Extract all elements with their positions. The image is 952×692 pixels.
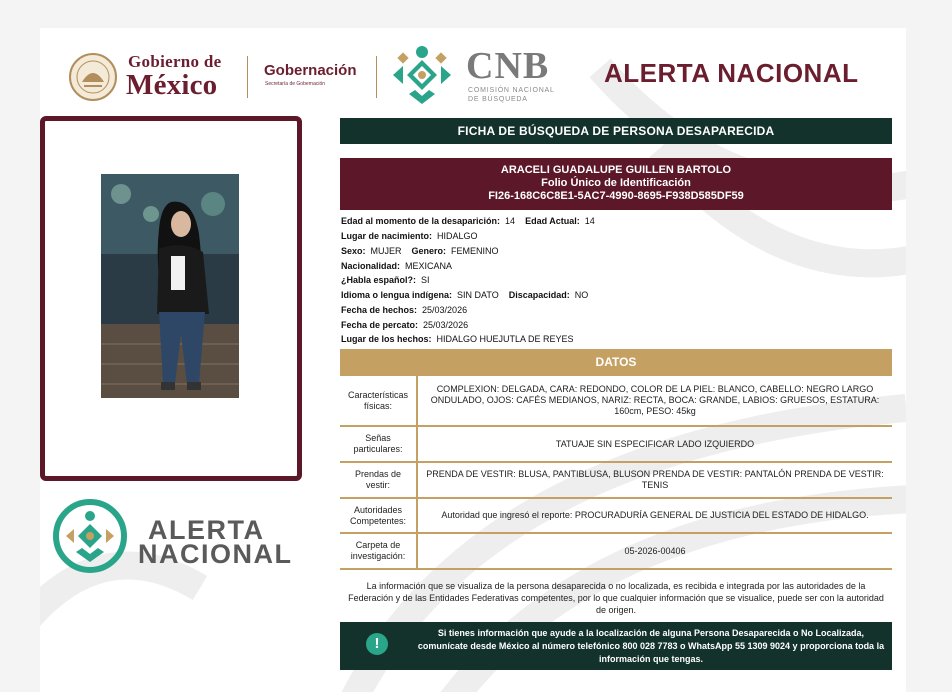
datos-table (340, 376, 892, 570)
datos-value: TATUAJE SIN ESPECIFICAR LADO IZQUIERDO (417, 426, 892, 462)
header (40, 28, 906, 116)
discapacidad-label: Discapacidad: (508, 290, 570, 300)
fecha-percato-label: Fecha de percato: (341, 320, 419, 330)
header-divider (247, 56, 248, 98)
edad-actual-label: Edad Actual: (525, 216, 580, 226)
fecha-hechos-value: 25/03/2026 (422, 305, 468, 315)
info-row-lugar-hechos (341, 334, 574, 344)
info-row-idioma (341, 290, 588, 300)
datos-label: Señas particulares: (340, 426, 417, 462)
edad-desaparicion-value: 14 (505, 216, 516, 226)
fecha-hechos-label: Fecha de hechos: (341, 305, 418, 315)
gobernacion-label: Gobernación (264, 62, 357, 79)
page-title: ALERTA NACIONAL (604, 58, 859, 88)
person-photo (101, 174, 239, 398)
edad-actual-value: 14 (584, 216, 595, 226)
datos-value: Autoridad que ingresó el reporte: PROCURADURÍA GENERAL DE JUSTICIA DEL ESTADO DE HIDALGO. (417, 498, 892, 533)
datos-value: 05-2026-00406 (417, 533, 892, 569)
info-row-sexo (341, 246, 499, 256)
idioma-label: Idioma o lengua indígena: (341, 290, 453, 300)
sexo-label: Sexo: (341, 246, 366, 256)
cnb-fullname-line1: COMISIÓN NACIONAL (468, 87, 555, 94)
info-row-edad (341, 216, 595, 226)
info-row-nacionalidad (341, 261, 452, 271)
gobernacion-sub: Secretaría de Gobernación (265, 81, 326, 87)
ficha-title: FICHA DE BÚSQUEDA DE PERSONA DESAPARECIDA (340, 118, 892, 144)
habla-value: SI (421, 275, 430, 285)
alerta-nacional-logo-icon (52, 498, 128, 574)
habla-label: ¿Habla español?: (341, 275, 417, 285)
table-row (340, 426, 892, 462)
table-row (340, 533, 892, 569)
info-row-habla (341, 275, 430, 285)
datos-value: PRENDA DE VESTIR: BLUSA, PANTIBLUSA, BLUSON PRENDA DE VESTIR: PANTALÓN PRENDA DE VESTIR: TENIS (417, 462, 892, 498)
cnb-wordmark: CNB (466, 45, 550, 87)
datos-label: Autoridades Competentes: (340, 498, 417, 533)
edad-desaparicion-label: Edad al momento de la desaparición: (341, 216, 501, 226)
nacionalidad-value: MEXICANA (405, 261, 453, 271)
datos-label: Prendas de vestir: (340, 462, 417, 498)
alerta-logo-line1: ALERTA (148, 515, 265, 545)
alert-sheet (40, 28, 906, 692)
sexo-value: MUJER (370, 246, 402, 256)
datos-value: COMPLEXION: DELGADA, CARA: REDONDO, COLOR DE LA PIEL: BLANCO, CABELLO: NEGRO LARGO ONDULADO, OJOS: CAFÉS MEDIANOS, NARIZ: RECTA, BOCA: GRANDE, LABIOS: GRUESOS, ESTATURA: 160cm, PESO: 45kg (417, 376, 892, 426)
exclamation-icon: ! (366, 633, 388, 655)
datos-label: Carpeta de investigación: (340, 533, 417, 569)
identity-box (340, 158, 892, 210)
table-row (340, 376, 892, 426)
contact-footer (340, 622, 892, 670)
cnb-fullname (468, 86, 578, 104)
info-row-lugar-nacimiento (341, 231, 478, 241)
genero-value: FEMENINO (451, 246, 499, 256)
gobierno-line2: México (126, 69, 218, 101)
lugar-hechos-label: Lugar de los hechos: (341, 334, 432, 344)
alerta-logo-line2: NACIONAL (138, 539, 293, 569)
nacionalidad-label: Nacionalidad: (341, 261, 401, 271)
folio-label: Folio Único de Identificación (541, 177, 691, 189)
disclaimer-text: La información que se visualiza de la persona desaparecida o no localizada, es recibida e integrada por las autoridades de la Federación y de las Entidades Federativas competentes, por lo que cualquier información que se visualice, puede ser con la autoridad de origen. (348, 581, 884, 615)
lugar-nacimiento-label: Lugar de nacimiento: (341, 231, 433, 241)
person-name: ARACELI GUADALUPE GUILLEN BARTOLO (500, 164, 732, 176)
datos-header: DATOS (340, 349, 892, 376)
cnb-fullname-line2: DE BÚSQUEDA (468, 96, 528, 103)
folio-id: FI26-168C6C8E1-5AC7-4990-8695-F938D585DF59 (488, 190, 744, 202)
info-row-fecha-hechos (341, 305, 467, 315)
genero-label: Genero: (411, 246, 447, 256)
table-row (340, 462, 892, 498)
lugar-nacimiento-value: HIDALGO (437, 231, 478, 241)
discapacidad-value: NO (574, 290, 589, 300)
fecha-percato-value: 25/03/2026 (423, 320, 469, 330)
contact-message: Si tienes información que ayude a la localización de alguna Persona Desaparecida o No Localizada, comunícate desde México al número telefónico 800 028 7783 o WhatsApp 55 1309 9024 y proporciona toda la información que tengas. (417, 628, 885, 664)
datos-label: Características físicas: (340, 376, 417, 426)
photo-frame (40, 116, 302, 481)
info-row-fecha-percato (341, 320, 468, 330)
mexico-seal-icon (68, 52, 118, 102)
table-row (340, 498, 892, 533)
cnb-logo-icon (389, 42, 455, 108)
header-divider (376, 56, 377, 98)
lugar-hechos-value: HIDALGO HUEJUTLA DE REYES (436, 334, 574, 344)
idioma-value: SIN DATO (457, 290, 499, 300)
gobierno-line1: Gobierno de (128, 52, 222, 71)
